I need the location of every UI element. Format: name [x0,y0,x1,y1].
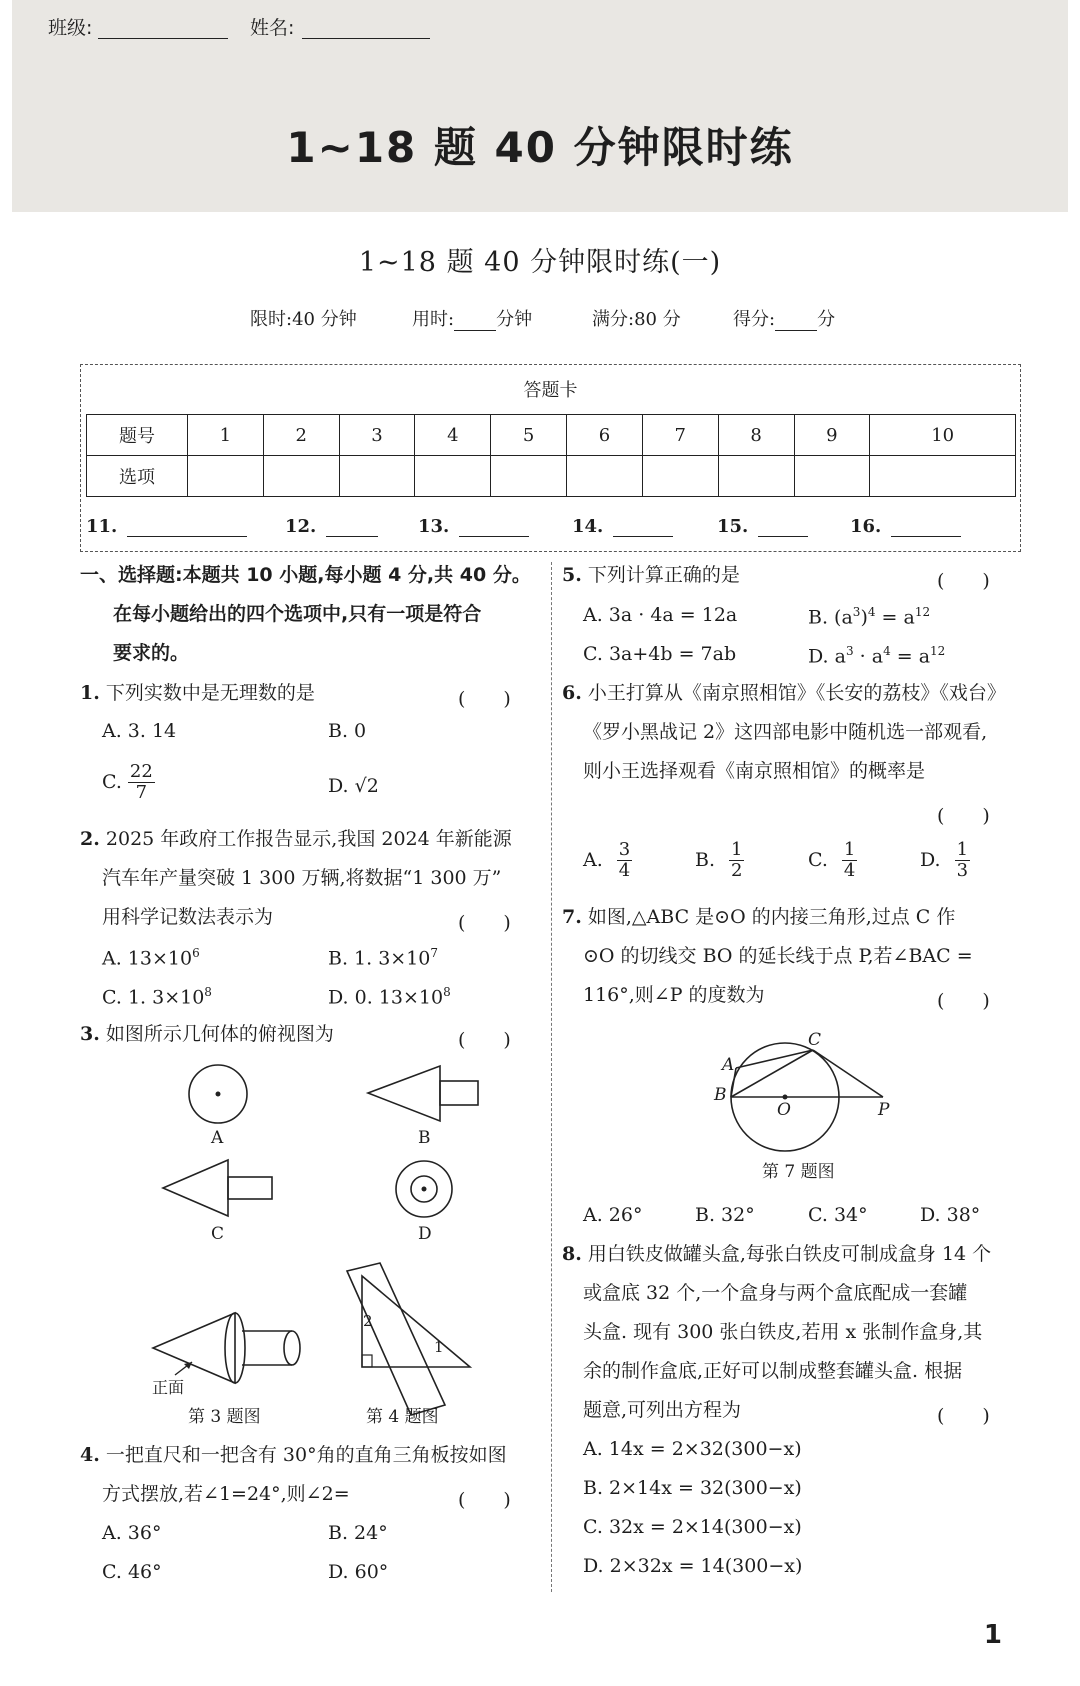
q8-paren: ( ) [937,1405,990,1427]
q8-option-b: B. 2×14x = 32(300−x) [583,1477,802,1499]
q6-line3: 则小王选择观看《南京照相馆》的概率是 [583,760,926,782]
fill-item-13: 13. [418,516,529,537]
q7-point-p: P [878,1100,890,1120]
q6-option-a: A. $\frac{3}{4}$ [583,839,631,881]
q7-line2: ⊙O 的切线交 BO 的延长线于点 P,若∠BAC = [583,945,973,967]
q7-option-d: D. 38° [920,1204,981,1226]
q8-line4: 余的制作盒底,正好可以制成整套罐头盒. 根据 [583,1360,963,1382]
q6-option-c: C. $\frac{1}{4}$ [808,839,856,881]
q3-front-label: 正面 [152,1378,185,1397]
q7-point-o: O [777,1100,791,1120]
q3-paren: ( ) [458,1029,511,1051]
q6-option-b: B. $\frac{1}{2}$ [695,839,743,881]
q8-line2: 或盒底 32 个,一个盒身与两个盒底配成一套罐 [583,1282,968,1304]
q1-option-b: B. 0 [328,720,367,742]
q3-stem: 3. 如图所示几何体的俯视图为 [80,1023,334,1045]
class-label: 班级: [48,17,93,39]
section1-line1: 一、选择题:本题共 10 小题,每小题 4 分,共 40 分。 [80,564,531,586]
q6-paren: ( ) [937,805,990,827]
time-used-label: 用时: [412,309,455,330]
q5-option-a: A. 3a · 4a = 12a [583,604,738,626]
section1-line2: 在每小题给出的四个选项中,只有一项是符合 [113,603,482,625]
q5-option-b: B. $(a^3)^4 = a^{12}$ [808,605,931,629]
q4-paren: ( ) [458,1489,511,1511]
q3-label-b: B [418,1128,431,1148]
q1-option-c: C. $\frac{22}{7}$ [102,761,153,803]
q8-line1: 8. 用白铁皮做罐头盒,每张白铁皮可制成盒身 14 个 [562,1243,992,1265]
fig3-caption: 第 3 题图 [188,1407,261,1427]
q7-option-c: C. 34° [808,1204,868,1226]
fill-item-15: 15. [717,516,808,537]
q3-view-c [163,1160,272,1216]
q5-paren: ( ) [937,570,990,592]
main-title: 1~18 题 40 分钟限时练 [286,123,794,172]
q7-figure [731,1043,883,1151]
q3-label-d: D [418,1224,432,1244]
num-cell: 8 [718,415,794,456]
q7-point-c: C [808,1030,822,1050]
time-used-unit: 分钟 [496,309,533,330]
num-cell: 10 [870,415,1016,456]
q2-option-c: C. 1. $3\times 10^8$ [102,985,212,1009]
q8-line3: 头盒. 现有 300 张白铁皮,若用 x 张制作盒身,其 [583,1321,983,1343]
q3-view-d [396,1161,452,1217]
score-label: 得分: [733,309,776,330]
q2-option-a: A. $13\times 10^6$ [102,946,200,970]
num-cell: 3 [339,415,415,456]
q4-option-c: C. 46° [102,1561,162,1583]
q3-label-a: A [211,1128,224,1148]
q4-angle1-label: 1 [434,1338,444,1356]
q4-option-b: B. 24° [328,1522,388,1544]
section1-line3: 要求的。 [113,642,190,664]
q7-option-b: B. 32° [695,1204,755,1226]
q5-option-c: C. 3a+4b = 7ab [583,643,737,665]
row2-header: 选项 [87,456,188,497]
row1-header: 题号 [87,415,188,456]
fill-item-12: 12. [285,516,378,537]
q3-solid-figure [153,1313,300,1383]
fill-item-11: 11. [86,516,247,537]
num-cell: 4 [415,415,491,456]
num-cell: 9 [794,415,870,456]
q7-paren: ( ) [937,990,990,1012]
num-cell: 1 [188,415,264,456]
q1-paren: ( ) [458,688,511,710]
q2-line2: 汽车年产量突破 1 300 万辆,将数据“1 300 万” [102,867,502,889]
page-number: 1 [983,1620,1002,1650]
q4-angle2-label: 2 [363,1312,373,1330]
num-cell: 2 [263,415,339,456]
q2-option-d: D. 0. $13\times 10^8$ [328,985,451,1009]
name-label: 姓名: [250,17,295,39]
q7-point-b: B [714,1085,727,1105]
answer-card-title: 答题卡 [523,380,578,401]
q5-stem: 5. 下列计算正确的是 [562,564,740,586]
num-cell: 5 [491,415,567,456]
q2-line3: 用科学记数法表示为 [102,906,274,928]
q6-option-d: D. $\frac{1}{3}$ [920,839,969,881]
q7-line3: 116°,则∠P 的度数为 [583,984,765,1006]
q8-option-a: A. 14x = 2×32(300−x) [583,1438,802,1460]
sub-title: 1~18 题 40 分钟限时练(一) [358,247,722,278]
q7-point-a: A [722,1055,735,1075]
q8-option-d: D. 2×32x = 14(300−x) [583,1555,803,1577]
time-limit: 限时:40 分钟 [250,309,357,330]
fig4-caption: 第 4 题图 [366,1407,439,1427]
num-cell: 6 [567,415,643,456]
full-score: 满分:80 分 [592,309,681,330]
q1-option-a: A. 3. 14 [102,720,177,742]
q6-line2: 《罗小黑战记 2》这四部电影中随机选一部观看, [583,721,988,743]
q5-option-d: D. $a^3 \cdot a^4 = a^{12}$ [808,644,946,668]
q4-figure [347,1263,470,1415]
q4-option-d: D. 60° [328,1561,389,1583]
q1-option-d: D. √2 [328,775,379,797]
q7-option-a: A. 26° [583,1204,643,1226]
q1-stem: 1. 下列实数中是无理数的是 [80,682,315,704]
q2-paren: ( ) [458,912,511,934]
q2-option-b: B. 1. $3\times 10^7$ [328,946,439,970]
q3-view-a [189,1065,247,1123]
q8-line5: 题意,可列出方程为 [583,1399,742,1421]
fill-item-16: 16. [850,516,961,537]
q7-line1: 7. 如图,△ABC 是⊙O 的内接三角形,过点 C 作 [562,906,956,928]
q3-view-b [368,1066,478,1121]
num-cell: 7 [642,415,718,456]
q2-line1: 2. 2025 年政府工作报告显示,我国 2024 年新能源 [80,828,512,850]
q4-option-a: A. 36° [102,1522,162,1544]
q4-line1: 4. 一把直尺和一把含有 30°角的直角三角板按如图 [80,1444,507,1466]
score-unit: 分 [817,309,836,330]
q4-line2: 方式摆放,若∠1=24°,则∠2= [102,1483,350,1505]
q3-label-c: C [211,1224,225,1244]
fill-item-14: 14. [572,516,673,537]
q7-caption: 第 7 题图 [762,1162,835,1182]
q8-option-c: C. 32x = 2×14(300−x) [583,1516,802,1538]
q6-line1: 6. 小王打算从《南京照相馆》《长安的荔枝》《戏台》 [562,682,1006,704]
